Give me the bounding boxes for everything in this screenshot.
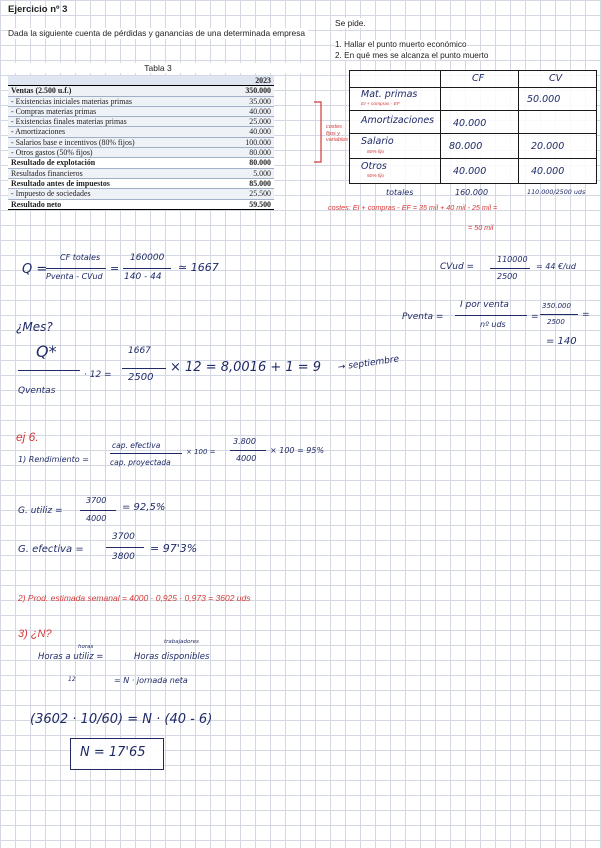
- ej6-part3-equation: (3602 · 10/60) = N · (40 - 6): [30, 712, 213, 727]
- bracket-note: [326, 124, 348, 144]
- q-fraction-num2: 160000: [130, 253, 165, 263]
- table-row: [8, 127, 274, 137]
- table-caption: Tabla 3: [8, 63, 308, 73]
- q-lhs: Q =: [22, 262, 48, 277]
- mes-fraction-bar2: [122, 368, 166, 369]
- bracket-note-line: variables: [326, 137, 349, 143]
- q-fraction-bar: [46, 268, 106, 269]
- row-label: - Existencias iniciales materias primas: [8, 96, 216, 106]
- ej6-ge-num: 3700: [112, 532, 135, 542]
- pv-tail: =: [582, 310, 590, 320]
- requirement-2: 2. En qué mes se alcanza el punto muerto: [335, 51, 489, 60]
- ej6-part3-lhs: Horas a utiliz =: [38, 652, 104, 662]
- table-header-row: [8, 76, 274, 86]
- bracket-note-line: costes: [326, 124, 342, 130]
- ej6-answer: N = 17'65: [80, 745, 146, 760]
- row-value: 40.000: [216, 127, 274, 137]
- q-fraction-bar2: [123, 268, 171, 269]
- ej6-r1-den2: 4000: [236, 454, 257, 463]
- ej6-part3-rhs: Horas disponibles: [134, 652, 210, 662]
- mes-den: Qventas: [18, 386, 56, 396]
- exercise-title: Ejercicio nº 3: [8, 4, 68, 15]
- ej6-r1-fraction-bar2: [230, 450, 266, 451]
- row-value: 85.000: [216, 178, 274, 188]
- row-value: 350.000: [216, 86, 274, 96]
- row-label: Resultados financieros: [8, 168, 216, 178]
- income-statement-table: [8, 76, 274, 210]
- mp-calculation: costes: EI + compras - EF = 35 mil + 40 mil - 25 mil =: [328, 203, 498, 212]
- row-label: - Amortizaciones: [8, 127, 216, 137]
- row-value: 40.000: [216, 106, 274, 116]
- table-header-blank: [8, 76, 216, 86]
- row-value: 100.000: [216, 137, 274, 147]
- totals-cv: 110.000/2500 uds: [527, 188, 586, 196]
- table-row: [8, 178, 274, 188]
- cv-den: 2500: [497, 272, 518, 281]
- cv-fraction-bar: [490, 268, 530, 269]
- q-fraction-num: CF totales: [60, 253, 101, 262]
- ej6-rendimiento-label: 1) Rendimiento =: [18, 455, 89, 464]
- pv-den: nº uds: [480, 320, 506, 329]
- row-label: Resultado neto: [8, 199, 216, 209]
- ej6-r1-fraction-bar: [110, 453, 182, 454]
- mes-num: Q*: [36, 342, 57, 361]
- ej6-ge-fraction-bar: [106, 547, 144, 548]
- q-fraction-den: Pventa - CVud: [46, 272, 103, 281]
- pv-lhs: Pventa =: [402, 312, 444, 322]
- table-row: [8, 137, 274, 147]
- grid-cv-value: 50.000: [527, 94, 561, 105]
- table-row: [8, 117, 274, 127]
- q-fraction-den2: 140 - 44: [124, 272, 162, 282]
- ej6-ge-label: G. efectiva =: [18, 544, 84, 555]
- row-value: 59.500: [216, 199, 274, 209]
- grid-cv-value: 40.000: [531, 166, 565, 177]
- row-value: 5.000: [216, 168, 274, 178]
- se-pide-label: Se pide.: [335, 18, 366, 28]
- table-header-year: 2023: [216, 76, 274, 86]
- ej6-gu-den: 4000: [86, 514, 107, 523]
- mes-x12: · 12 =: [84, 370, 112, 380]
- ej6-ge-den: 3800: [112, 552, 135, 562]
- mes-den2: 2500: [128, 372, 154, 383]
- row-label: Resultado de explotación: [8, 158, 216, 168]
- table-row: [8, 158, 274, 168]
- ej6-part2: [18, 593, 250, 603]
- table-row: [8, 106, 274, 116]
- row-label: - Salarios base e incentivos (80% fijos): [8, 137, 216, 147]
- cv-header: CV: [549, 73, 563, 84]
- grid-cv-value: 20.000: [531, 141, 565, 152]
- grid-row-label: Salario: [361, 136, 394, 147]
- table-row: [8, 86, 274, 96]
- grid-row-label: Amortizaciones: [361, 115, 435, 126]
- ej6-part3-title: 3) ¿N?: [18, 628, 52, 640]
- row-label: - Existencias finales materias primas: [8, 117, 216, 127]
- table-row: [8, 189, 274, 199]
- cost-grid: [349, 70, 599, 186]
- grid-row-sub: 50% fijo: [367, 174, 385, 179]
- grid-row-label: Otros: [361, 161, 387, 172]
- pv-result: = 140: [546, 336, 577, 347]
- pv-num: I por venta: [460, 300, 509, 310]
- row-value: 35.000: [216, 96, 274, 106]
- exercise-statement: Dada la siguiente cuenta de pérdidas y ganancias de una determinada empresa: [8, 28, 308, 39]
- ej6-gu-result: = 92,5%: [122, 502, 166, 513]
- mes-fraction-bar: [18, 370, 80, 371]
- table-row: [8, 148, 274, 158]
- requirement-1: 1. Hallar el punto muerto económico: [335, 40, 467, 49]
- ej6-title: ej 6.: [16, 430, 39, 444]
- pv-fraction-bar: [455, 315, 527, 316]
- bracket-note-line: fijos y: [326, 130, 341, 137]
- pv-den2: 2500: [547, 318, 565, 326]
- row-value: 25.500: [216, 189, 274, 199]
- mes-question: ¿Mes?: [16, 320, 53, 334]
- ej6-part3-trabajadores: trabajadores: [164, 639, 199, 645]
- mp-calculation-result: = 50 mil: [468, 223, 494, 232]
- q-eq: =: [110, 262, 120, 275]
- mes-num2: 1667: [128, 346, 151, 356]
- table-row: [8, 96, 274, 106]
- ej6-r1-den: cap. proyectada: [110, 458, 171, 467]
- grid-row-label: Mat. primas: [361, 89, 418, 100]
- cv-lhs: CVud =: [440, 262, 475, 272]
- q-result: ≃ 1667: [178, 261, 219, 274]
- cv-num: 110000: [497, 255, 528, 264]
- table-row: [8, 199, 274, 209]
- cf-header: CF: [472, 73, 485, 84]
- ej6-part3-horas-top: horas: [78, 644, 94, 650]
- pv-eq: =: [531, 312, 539, 322]
- row-label: Resultado antes de impuestos: [8, 178, 216, 188]
- ej6-r1-x100: × 100 =: [186, 448, 216, 456]
- mes-arrow-note: → septiembre: [337, 354, 400, 373]
- ej6-part2-text: 2) Prod. estimada semanal = 4000 · 0,925 · 0,973 = 3602 uds: [18, 593, 251, 603]
- ej6-part3-jornada: = N · jornada neta: [114, 676, 188, 685]
- ej6-gu-num: 3700: [86, 496, 107, 505]
- ej6-r1-num2: 3.800: [233, 437, 256, 446]
- pv-num2: 350.000: [542, 302, 571, 310]
- grid-row-sub: 80% fijo: [367, 150, 385, 155]
- grid-cf-value: 40.000: [453, 166, 487, 177]
- cv-result: = 44 €/ud: [536, 262, 576, 271]
- pv-fraction-bar2: [540, 314, 578, 315]
- ej6-gu-fraction-bar: [80, 510, 116, 511]
- ej6-r1-result: × 100 = 95%: [270, 446, 325, 455]
- grid-cf-value: 40.000: [453, 118, 487, 129]
- grid-cf-value: 80.000: [449, 141, 483, 152]
- table-row: [8, 168, 274, 178]
- row-label: - Otros gastos (50% fijos): [8, 148, 216, 158]
- row-value: 25.000: [216, 117, 274, 127]
- ej6-part3-12: 12: [68, 676, 76, 683]
- ej6-gu-label: G. utiliz =: [18, 506, 63, 516]
- cost-bracket: [312, 100, 326, 164]
- mes-result: × 12 = 8,0016 + 1 = 9: [170, 360, 322, 375]
- totals-label: totales: [386, 188, 414, 197]
- row-label: - Impuesto de sociedades: [8, 189, 216, 199]
- grid-row-sub: EI + compras - EF: [361, 102, 400, 107]
- row-value: 80.000: [216, 158, 274, 168]
- row-label: - Compras materias primas: [8, 106, 216, 116]
- row-value: 80.000: [216, 148, 274, 158]
- totals-cf: 160.000: [455, 188, 489, 197]
- ej6-ge-result: = 97'3%: [150, 542, 198, 555]
- ej6-r1-num: cap. efectiva: [112, 441, 161, 450]
- row-label: Ventas (2.500 u.f.): [8, 86, 216, 96]
